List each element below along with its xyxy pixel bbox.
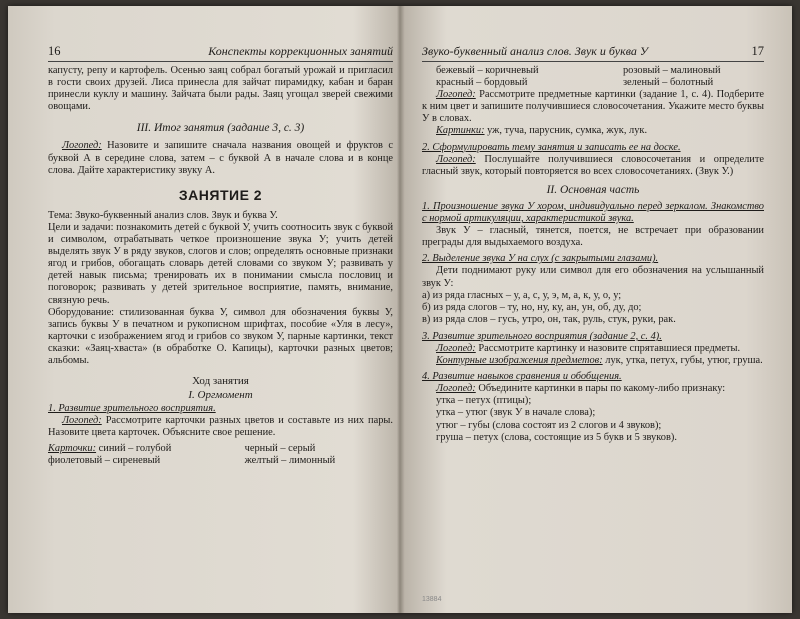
- book-spread: [8, 6, 792, 613]
- story-continuation: капусту, репу и картофель. Осенью заяц собрал богатый урожай и пригласил в гости своих друзей. Лиса принесла для зайчат пирамидку, кабан и баран принесли куклу и машину. Зайчата были рады. Заяц угощал зверей свежими овощами.: [48, 65, 393, 113]
- color-pair: [48, 443, 245, 455]
- left-page-body: [48, 65, 393, 467]
- item-formulate-theme: 2. Сформулировать тему занятия и записать ее на доске.: [422, 141, 681, 153]
- formulate-theme-paragraph: [422, 154, 764, 178]
- left-header-title: Конспекты коррекционных занятий: [208, 44, 393, 58]
- color-pairs-table-cont: [422, 65, 764, 89]
- pair-list-item: груша – петух (слова, состоящие из 5 букв и 5 звуков).: [436, 431, 677, 443]
- color-pair: черный – серый: [244, 442, 316, 454]
- visual-perception-paragraph: [48, 415, 393, 439]
- pictures-list: [422, 125, 764, 137]
- item-visual-perception: 1. Развитие зрительного восприятия.: [48, 403, 216, 415]
- logoped-label: Логопед:: [436, 153, 476, 165]
- logoped-label: Логопед:: [62, 415, 102, 427]
- left-page-number: 16: [48, 44, 61, 58]
- logoped-label: Логопед:: [62, 140, 102, 152]
- right-running-header: [422, 44, 764, 62]
- right-header-title: Звуко-буквенный анализ слов. Звук и буква У: [422, 44, 648, 58]
- visual-task-paragraph: [422, 343, 764, 355]
- logoped-label: Логопед:: [436, 383, 476, 395]
- pair-list-item: утка – петух (птицы);: [436, 395, 532, 407]
- comparison-paragraph: [422, 383, 764, 395]
- logoped-label: Логопед:: [436, 89, 476, 101]
- pictures-task-paragraph: [422, 89, 764, 125]
- sound-description: Звук У – гласный, тянется, поется, не встречает при образовании преграды для выдыхаемого воздуха.: [422, 225, 764, 249]
- pictures-task-text: Рассмотрите предметные картинки (задание 1, с. 4). Подберите к ним цвет и запишите получившиеся словосочетания. Укажите место буквы У в словах.: [422, 89, 764, 125]
- lesson-equipment: Оборудование: стилизованная буква У, символ для обозначения буквы У, запись буквы У в печатном и рукописном шрифтах, пособие «Уля в лесу», карточки с изображением ягод и грибов со звуком У, парные картинки, текст сказки: «Заяц-хваста» (в обработке О. Капицы), карточки разных цветов; альбомы.: [48, 306, 393, 366]
- item-pronunciation: 1. Произношение звука У хором, индивидуально перед зеркалом. Знакомство с нормой артикуляции, характеристикой звука.: [422, 200, 764, 225]
- print-code: 13884: [422, 596, 442, 603]
- right-page-number: 17: [751, 44, 764, 58]
- color-pair: бежевый – коричневый: [436, 65, 539, 76]
- formulate-theme-text: Послушайте получившиеся словосочетания и определите гласный звук, который повторяется во всех словосочетаниях. (Звук У.): [422, 153, 764, 177]
- pictures-label: Картинки:: [436, 125, 485, 137]
- summary-paragraph: [48, 140, 393, 176]
- main-part-title: II. Основная часть: [546, 183, 640, 196]
- left-running-header: [48, 44, 393, 62]
- hearing-list-item: а) из ряда гласных – у, а, с, у, э, м, а, к, у, о, у;: [422, 289, 622, 301]
- pair-list-item: утка – утюг (звук У в начале слова);: [436, 407, 596, 419]
- hearing-list-item: б) из ряда слогов – ту, но, ну, ку, ан, ун, об, ду, до;: [422, 301, 642, 313]
- section-summary-title: III. Итог занятия (задание 3, с. 3): [136, 122, 305, 135]
- logoped-label: Логопед:: [436, 342, 476, 354]
- color-pair: розовый – малиновый: [622, 65, 721, 76]
- contour-label: Контурные изображения предметов:: [436, 355, 603, 367]
- cards-label: Карточки:: [48, 442, 97, 454]
- item-comparison: 4. Развитие навыков сравнения и обобщения.: [422, 371, 622, 383]
- color-pair: красный – бордовый: [436, 77, 528, 89]
- pictures-text: уж, туча, парусник, сумка, жук, лук.: [484, 125, 648, 137]
- pair-list-item: утюг – губы (слова состоят из 2 слогов и 4 звуков);: [436, 419, 662, 431]
- lesson-course-title: Ход занятия: [192, 375, 249, 388]
- comparison-text: Объедините картинки в пары по какому-либо признаку:: [475, 383, 726, 395]
- left-page: [48, 6, 393, 613]
- right-page-body: [422, 65, 764, 444]
- hearing-list-item: в) из ряда слов – гусь, утро, он, так, руль, стук, руки, рак.: [422, 313, 676, 325]
- hearing-paragraph: Дети поднимают руку или символ для его обозначения на услышанный звук У:: [422, 265, 764, 289]
- contour-text: лук, утка, петух, губы, утюг, груша.: [602, 355, 763, 367]
- right-page: [422, 6, 764, 613]
- item-hearing: 2. Выделение звука У на слух (с закрытыми глазами).: [422, 253, 659, 265]
- color-pairs-table: [48, 443, 393, 467]
- color-pair: зеленый – болотный: [622, 77, 714, 89]
- visual-task-text: Рассмотрите картинку и назовите спрятавшиеся предметы.: [475, 342, 741, 354]
- lesson-title: ЗАНЯТИЕ 2: [178, 186, 263, 203]
- color-pair-text: синий – голубой: [96, 442, 172, 454]
- item-visual-perception-2: 3. Развитие зрительного восприятия (задание 2, с. 4).: [422, 330, 662, 342]
- color-pair: фиолетовый – сиреневый: [48, 454, 161, 466]
- visual-perception-text: Рассмотрите карточки разных цветов и составьте из них пары. Назовите цвета карточек. Объясните свое решение.: [48, 415, 393, 439]
- color-pair: желтый – лимонный: [244, 454, 336, 466]
- org-moment-title: I. Оргмомент: [188, 389, 253, 402]
- contour-paragraph: [422, 355, 764, 367]
- summary-text: Назовите и запишите сначала названия овощей и фруктов с буквой А в середине слова, затем – с буквой А в начале слова и в конце слова. Дайте характеристику звуку А.: [48, 140, 393, 176]
- lesson-theme: Тема: Звуко-буквенный анализ слов. Звук и буква У.: [48, 209, 278, 221]
- lesson-goals: Цели и задачи: познакомить детей с буквой У, учить соотносить звук с буквой и символом, отрабатывать четкое произношение звука У; учить детей выделять звук У в ряду звуков, слогов и слов; определять основные признаки ягод и грибов, обогащать словарь детей словами со звуком У; развивать у детей навык письма; тренировать их в понимании смысла пословиц и поговорок; развивать у детей зрительное восприятие, память, внимание, связную речь.: [48, 221, 393, 306]
